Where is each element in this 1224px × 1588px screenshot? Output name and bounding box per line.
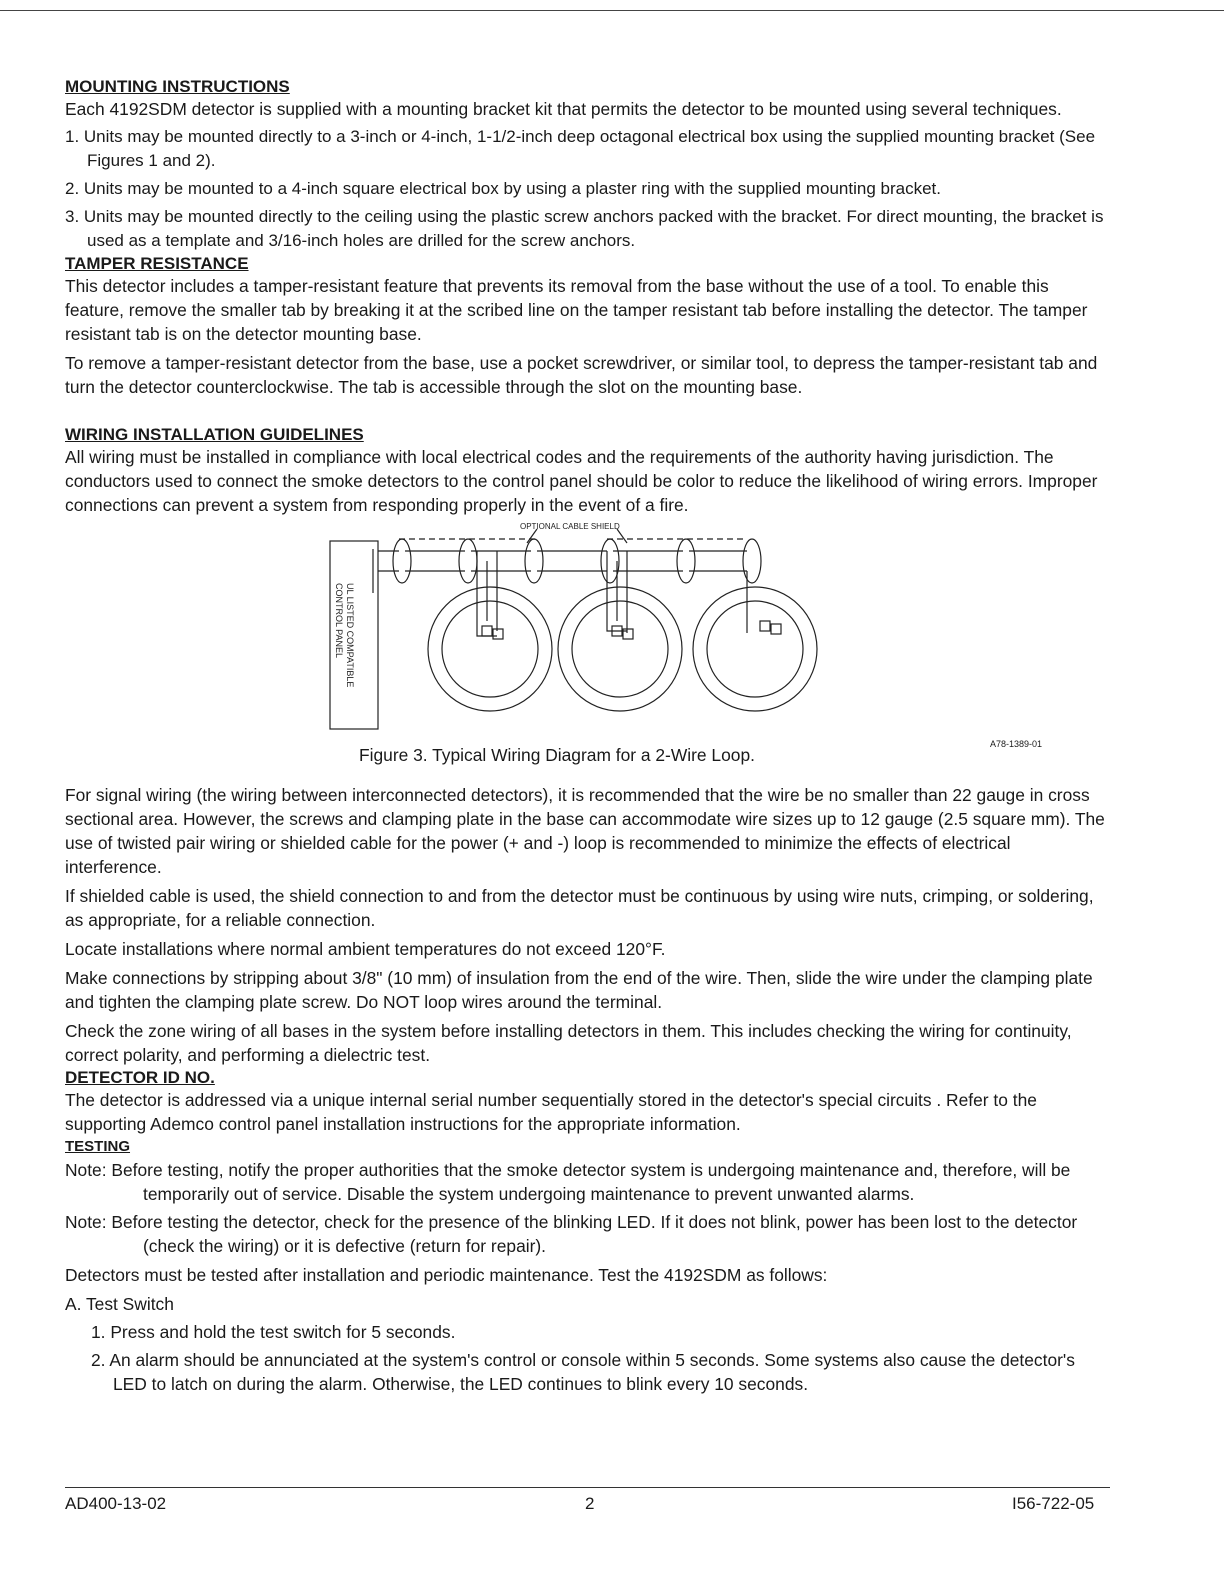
panel-label-2: CONTROL PANEL bbox=[334, 583, 344, 659]
testing-note-1: Note: Before testing, notify the proper authorities that the smoke detector system is undergoing maintenance and, therefore, will be temporarily out of service. Disable the system undergoing maintenance to prevent unwanted alarms. bbox=[65, 1160, 1071, 1204]
page-number: 2 bbox=[585, 1494, 595, 1513]
wiring-paragraph-6: Check the zone wiring of all bases in the system before installing detectors in them. This includes checking the wiring for continuity, correct polarity, and performing a dielectric test. bbox=[65, 1021, 1072, 1065]
footer-part-number: I56-722-05 bbox=[1012, 1494, 1095, 1513]
detector-3 bbox=[693, 587, 817, 711]
top-rule bbox=[0, 10, 1224, 11]
tamper-paragraph-2: To remove a tamper-resistant detector from the base, use a pocket screwdriver, or similar tool, to depress the tamper-resistant tab and turn the detector counterclockwise. The tab is accessible through the slot on the mounting base. bbox=[65, 353, 1098, 397]
panel-label-1: UL LISTED COMPATIBLE bbox=[345, 583, 355, 688]
figure-caption: Figure 3. Typical Wiring Diagram for a 2-Wire Loop. bbox=[359, 745, 755, 765]
footer-rule bbox=[65, 1487, 1110, 1488]
wiring-heading: WIRING INSTALLATION GUIDELINES bbox=[65, 425, 364, 444]
document-body bbox=[65, 76, 1110, 1396]
mounting-item-1: 1. Units may be mounted directly to a 3-inch or 4-inch, 1-1/2-inch deep octagonal electrical box using the supplied mounting bracket (See Figures 1 and 2). bbox=[65, 127, 1096, 170]
test-switch-heading: A. Test Switch bbox=[65, 1294, 174, 1314]
wiring-paragraph-1: All wiring must be installed in compliance with local electrical codes and the requirements of the authority having jurisdiction. The conductors used to connect the smoke detectors to the control panel should be color to reduce the likelihood of wiring errors. Improper connections can prevent a system from responding properly in the event of a fire. bbox=[65, 447, 1098, 515]
detector-id-heading: DETECTOR ID NO. bbox=[65, 1068, 215, 1087]
testing-note-2: Note: Before testing the detector, check for the presence of the blinking LED. If it does not blink, power has been lost to the detector (check the wiring) or it is defective (return for repair). bbox=[65, 1212, 1078, 1256]
wiring-diagram bbox=[327, 521, 827, 736]
wiring-paragraph-3: If shielded cable is used, the shield connection to and from the detector must be continuous by using wire nuts, crimping, or soldering, as appropriate, for a reliable connection. bbox=[65, 886, 1094, 930]
tamper-paragraph-1: This detector includes a tamper-resistant feature that prevents its removal from the base without the use of a tool. To enable this feature, remove the smaller tab by breaking it at the scribed line on the tamper resistant tab before installing the detector. The tamper resistant tab is on the detector mounting base. bbox=[65, 276, 1088, 344]
wiring-paragraph-2: For signal wiring (the wiring between interconnected detectors), it is recommended that the wire be no smaller than 22 gauge in cross sectional area. However, the screws and clamping plate in the base can accommodate wire sizes up to 12 gauge (2.5 square mm). The use of twisted pair wiring or shielded cable for the power (+ and -) loop is recommended to minimize the effects of electrical interference. bbox=[65, 785, 1105, 877]
tamper-heading: TAMPER RESISTANCE bbox=[65, 254, 249, 273]
testing-paragraph: Detectors must be tested after installation and periodic maintenance. Test the 4192SDM as follows: bbox=[65, 1265, 828, 1285]
test-step-2: 2. An alarm should be annunciated at the system's control or console within 5 seconds. Some systems also cause the detector's LED to latch on during the alarm. Otherwise, the LED continues to blink every 10 seconds. bbox=[91, 1350, 1075, 1394]
detector-2 bbox=[558, 587, 682, 711]
mounting-item-3: 3. Units may be mounted directly to the ceiling using the plastic screw anchors packed with the bracket. For direct mounting, the bracket is used as a template and 3/16-inch holes are drilled for the screw anchors. bbox=[65, 207, 1104, 250]
shield-label: OPTIONAL CABLE SHIELD bbox=[520, 522, 620, 531]
test-step-1: 1. Press and hold the test switch for 5 seconds. bbox=[91, 1322, 456, 1342]
testing-heading: TESTING bbox=[65, 1138, 131, 1155]
wiring-paragraph-5: Make connections by stripping about 3/8" (10 mm) of insulation from the end of the wire. Then, slide the wire under the clamping plate and tighten the clamping plate screw. Do NOT loop wires around the terminal. bbox=[65, 968, 1093, 1012]
figure-code: A78-1389-01 bbox=[990, 739, 1043, 749]
detector-id-paragraph: The detector is addressed via a unique internal serial number sequentially stored in the detector's special circuits . Refer to the supporting Ademco control panel installation instructions for the appropriate information. bbox=[65, 1090, 1037, 1134]
mounting-item-2: 2. Units may be mounted to a 4-inch square electrical box by using a plaster ring with the supplied mounting bracket. bbox=[65, 179, 941, 198]
wiring-paragraph-4: Locate installations where normal ambient temperatures do not exceed 120°F. bbox=[65, 939, 666, 959]
detector-1 bbox=[428, 587, 552, 711]
footer-doc-number: AD400-13-02 bbox=[65, 1494, 167, 1513]
mounting-intro: Each 4192SDM detector is supplied with a mounting bracket kit that permits the detector to be mounted using several techniques. bbox=[65, 99, 1062, 119]
wiring-figure bbox=[65, 521, 1110, 783]
mounting-heading: MOUNTING INSTRUCTIONS bbox=[65, 77, 290, 96]
